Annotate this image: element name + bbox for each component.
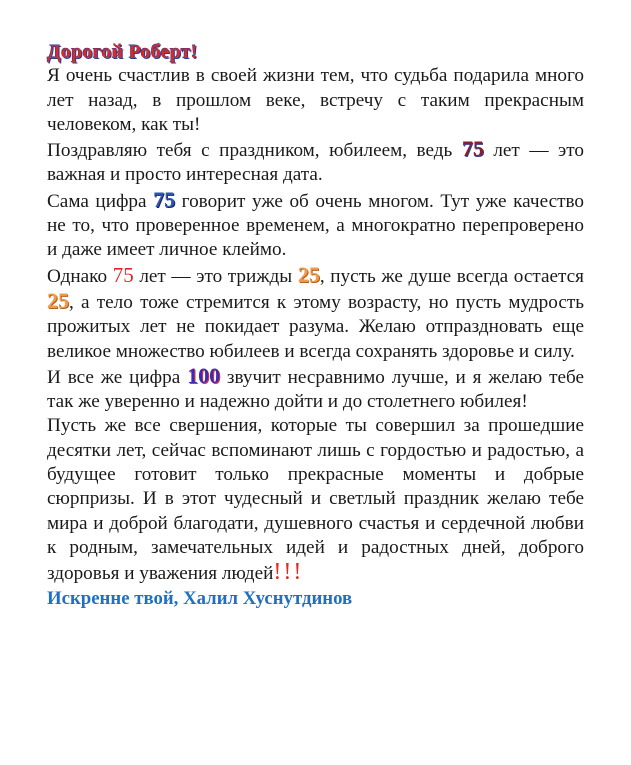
paragraph-4 <box>47 263 584 364</box>
number-100-highlight: 100 <box>187 362 221 388</box>
paragraph-6-text: Пусть же все свершения, которые ты совершил за прошедшие десятки лет, сейчас вспоминают лишь с гордостью и радостью, а будущее готовит только прекрасные моменты и добрые сюрпризы. И в этот чудесный и светлый праздник желаю тебе мира и доброй благодати, душевного счастья и сердечной любви к родным, замечательных идей и радостных дней, доброго здоровья и уважения людей <box>47 415 584 585</box>
letter <box>47 40 584 611</box>
greeting: Дорогой Роберт! <box>47 41 198 63</box>
number-25-highlight: 25 <box>47 287 69 313</box>
number-75-highlight: 75 <box>112 262 134 287</box>
paragraph-4-text-3: , пусть же душе всегда остается <box>319 265 584 287</box>
paragraph-6 <box>47 414 584 586</box>
paragraph-2-text-after: лет — это важная и просто интересная дата. <box>47 140 584 186</box>
paragraph-3 <box>47 188 584 263</box>
signature: Искренне твой, Халил Хуснутдинов <box>47 587 353 609</box>
paragraph-5-text-after: звучит несравнимо лучше, и я желаю тебе так же уверенно и надежно дойти и до столетнего юбилея! <box>47 366 584 413</box>
paragraph-4-text-1: Однако <box>47 265 113 287</box>
paragraph-2 <box>47 137 584 188</box>
exclamation-marks: !!! <box>273 559 304 586</box>
number-25-highlight: 25 <box>297 261 320 287</box>
paragraph-3-text-after: говорит уже об очень многом. Тут уже качество не то, что проверенное временем, а многократно перепроверено и даже имеет личное клеймо. <box>47 190 584 261</box>
paragraph-4-text-4: , а тело тоже стремится к этому возрасту, но пусть мудрость прожитых лет не покидает разума. Желаю отпраздновать еще великое множество юбилеев и всегда сохранять здоровье и силу. <box>47 291 584 362</box>
paragraph-4-text-2: лет — это трижды <box>133 265 298 287</box>
paragraph-2-text-before: Поздравляю тебя с праздником, юбилеем, ведь <box>47 140 462 162</box>
number-75-highlight: 75 <box>153 186 176 212</box>
paragraph-3-text-before: Сама цифра <box>47 190 154 212</box>
paragraph-1: Я очень счастлив в своей жизни тем, что судьба подарила много лет назад, в прошлом веке, встречу с таким прекрасным человеком, как ты! <box>47 65 584 135</box>
paragraph-5 <box>47 364 584 415</box>
number-75-highlight: 75 <box>461 136 484 162</box>
paragraph-5-text-before: И все же цифра <box>47 366 188 388</box>
